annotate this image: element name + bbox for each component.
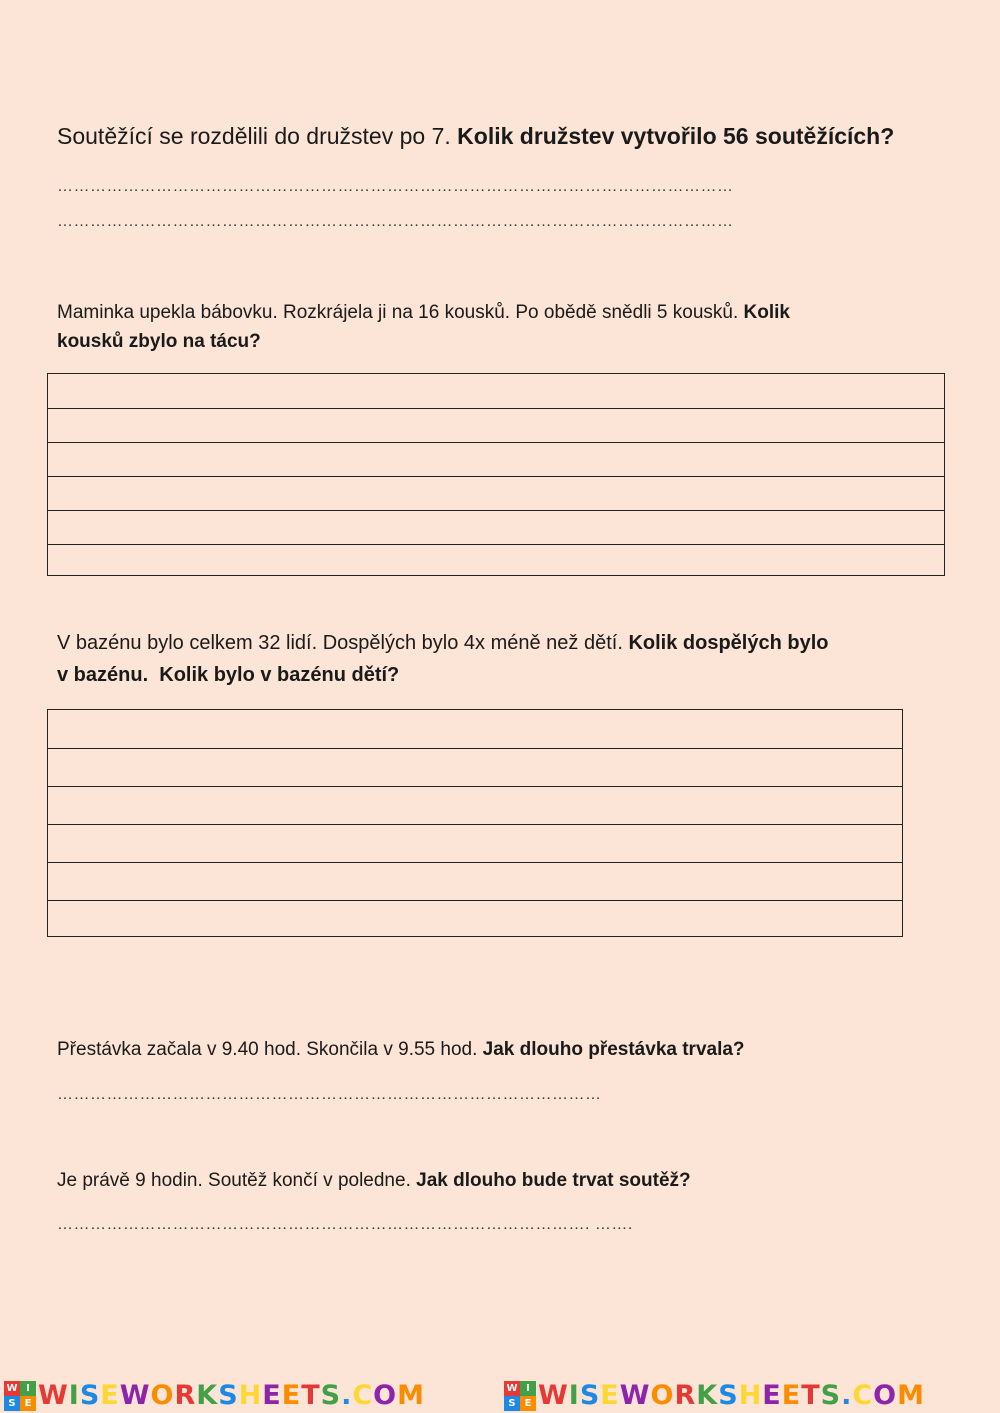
question-2-ask-part1: Kolik	[743, 302, 790, 323]
grid-row[interactable]	[48, 510, 944, 544]
answer-grid-q2[interactable]	[47, 373, 945, 576]
watermark-1	[0, 1378, 500, 1413]
question-5-text: Je právě 9 hodin. Soutěž končí v poledne.	[57, 1170, 417, 1191]
question-4-text: Přestávka začala v 9.40 hod. Skončila v 9.55 hod.	[57, 1039, 483, 1060]
question-1-text: Soutěžící se rozdělili do družstev po 7.	[57, 123, 458, 149]
grid-row[interactable]	[48, 748, 902, 786]
answer-grid-q3[interactable]	[47, 709, 903, 937]
grid-row[interactable]	[48, 442, 944, 476]
question-4-ask: Jak dlouho přestávka trvala?	[482, 1039, 745, 1060]
answer-line-q4[interactable]: ………………………………………………………………………………………	[57, 1086, 602, 1103]
watermark-2	[500, 1378, 1000, 1413]
grid-row[interactable]	[48, 408, 944, 442]
question-3	[57, 627, 937, 691]
brand-text: WISEWORKSHEETS.COM	[538, 1380, 925, 1411]
question-3-ask-part1: Kolik dospělých bylo	[628, 632, 829, 654]
grid-row[interactable]	[48, 374, 944, 408]
question-3-ask-part2: v bazénu. Kolik bylo v bazénu dětí?	[57, 664, 400, 686]
question-1	[57, 120, 894, 152]
question-2	[57, 298, 937, 356]
grid-row[interactable]	[48, 476, 944, 510]
footer-watermark	[0, 1378, 1000, 1413]
grid-row[interactable]	[48, 710, 902, 748]
question-3-text: V bazénu bylo celkem 32 lidí. Dospělých bylo 4x méně než dětí.	[57, 632, 629, 654]
grid-row[interactable]	[48, 862, 902, 900]
question-5	[57, 1167, 691, 1195]
answer-line-q1-2[interactable]: ……………………………………………………………………………………………………………	[57, 213, 734, 230]
question-2-text: Maminka upekla bábovku. Rozkrájela ji na 16 kousků. Po obědě snědli 5 kousků.	[57, 302, 744, 323]
grid-row[interactable]	[48, 544, 944, 577]
brand-text: WISEWORKSHEETS.COM	[38, 1380, 425, 1411]
question-4	[57, 1036, 745, 1064]
answer-line-q1-1[interactable]: ……………………………………………………………………………………………………………	[57, 178, 734, 195]
answer-line-q5[interactable]: ……………………………………………………………………………………. …….	[57, 1216, 633, 1233]
brand-logo-icon: W I S E	[504, 1381, 536, 1411]
brand-logo-icon: W I S E	[4, 1381, 36, 1411]
grid-row[interactable]	[48, 786, 902, 824]
grid-row[interactable]	[48, 900, 902, 936]
grid-row[interactable]	[48, 824, 902, 862]
question-5-ask: Jak dlouho bude trvat soutěž?	[416, 1170, 691, 1191]
question-1-ask: Kolik družstev vytvořilo 56 soutěžících?	[457, 123, 895, 149]
question-2-ask-part2: kousků zbylo na tácu?	[57, 331, 261, 352]
